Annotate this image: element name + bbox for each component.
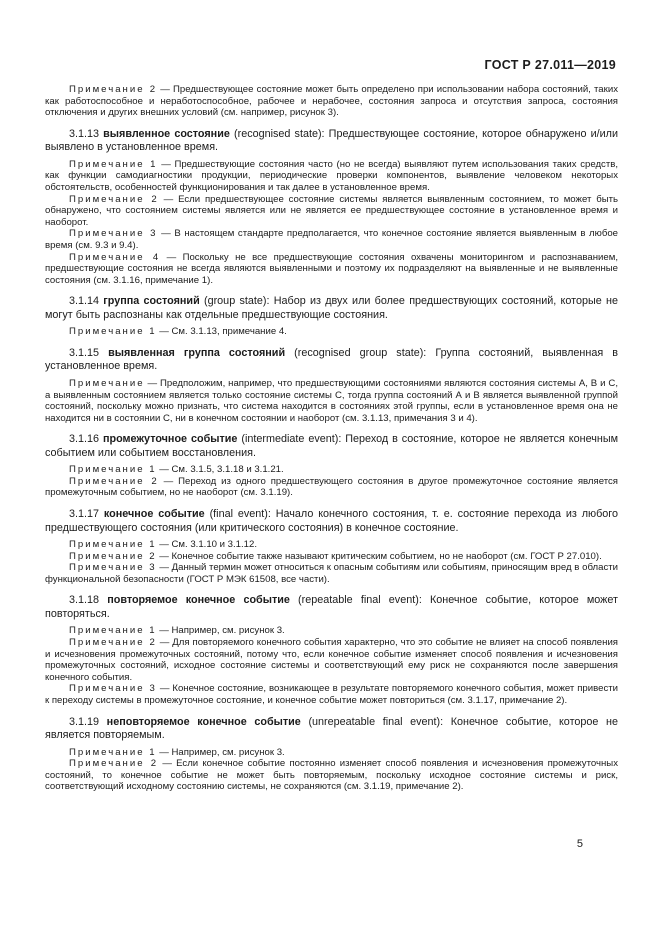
definition-3-1-18	[45, 594, 618, 621]
note-paragraph	[45, 464, 618, 476]
clause-number: 3.1.18	[69, 594, 100, 607]
note-paragraph	[45, 159, 618, 194]
note-label: Примечание 2	[69, 475, 159, 487]
clause-number: 3.1.14	[69, 295, 100, 308]
note-paragraph	[45, 228, 618, 251]
note-label: Примечание 1	[69, 746, 157, 758]
page-number: 5	[576, 838, 583, 850]
note-label: Примечание 2	[69, 550, 157, 562]
note-text: — Предшествующее состояние может быть определено при использовании набора состояний, таких как работоспособное и неработоспособное, рабочее и нерабочее, состояния запроса и отсутствия запроса, состояния отключения и других внешних условий (см. например, рисунок 3).	[45, 84, 618, 119]
note-label: Примечание 2	[69, 84, 158, 95]
note-paragraph	[45, 476, 618, 499]
note-label: Примечание 2	[69, 193, 159, 205]
term-name: выявленная группа состояний	[108, 346, 286, 359]
definition-3-1-13	[45, 128, 618, 155]
note-text: — Предположим, например, что предшествующими состояниями являются состояния системы А, В и С, а выявленным состоянием является только состояние системы С, тогда группа состояний А и В является выявленной группой состояний, поскольку можно признать, что система находится в состояниях этой группы, если в установленное время она не находится ни в состоянии С, ни в конечном состоянии и наоборот (см. 3.1.13, примечания 3 и 4).	[45, 377, 619, 424]
note-label: Примечание 3	[69, 683, 157, 695]
definition-text: (group state): Набор из двух или более предшествующих состояний, которые не могут быть распознаны как отдельные предшествующие состояния.	[45, 295, 618, 321]
definition-text: (repeatable final event): Конечное событие, которое может повторяться.	[45, 594, 618, 620]
note-label: Примечание 4	[69, 251, 161, 263]
note-paragraph	[45, 194, 618, 229]
definition-3-1-19	[45, 716, 618, 743]
note-text: — Конечное состояние, возникающее в результате повторяемого конечного события, может привести к переходу системы в промежуточное состояние, и конечное событие может повториться (см. 3.1.17, примечание 2).	[45, 683, 619, 706]
note-paragraph	[45, 683, 618, 706]
note-paragraph	[45, 539, 618, 551]
note-paragraph	[45, 637, 618, 683]
definition-3-1-15	[45, 347, 618, 374]
note-text: — Например, см. рисунок 3.	[159, 625, 285, 637]
clause-number: 3.1.16	[69, 433, 100, 446]
definition-text: (recognised group state): Группа состояний, выявленная в установленное время.	[45, 346, 619, 373]
note-paragraph	[45, 551, 618, 563]
note-text: — Предшествующие состояния часто (но не всегда) выявляют путем использования таких средств, как функции самодиагностики продукции, периодические проверки компонентов, выявление человеком некоторых обстоятельств, особенностей функционирования и так далее в установленное время.	[45, 158, 619, 193]
note-text: — Переход из одного предшествующего состояния в другое промежуточное состояние является промежуточным событием, но не наоборот (см. 3.1.19).	[45, 475, 618, 499]
definition-3-1-16	[45, 433, 618, 460]
note-label: Примечание 2	[69, 758, 159, 770]
term-name: повторяемое конечное событие	[107, 594, 290, 607]
definition-text: (intermediate event): Переход в состояние, которое не является конечным событием или событием восстановления.	[45, 433, 619, 459]
note-label: Примечание 2	[69, 637, 157, 649]
note-text: — Конечное событие также называют критическим событием, но не наоборот (см. ГОСТ Р 27.010).	[159, 550, 602, 562]
clause-number: 3.1.19	[69, 715, 100, 728]
note-label: Примечание 1	[69, 625, 157, 637]
definition-3-1-14	[45, 295, 618, 322]
note-text: — Например, см. рисунок 3.	[159, 746, 285, 758]
document-body	[45, 84, 618, 793]
note-text: — Поскольку не все предшествующие состояния охвачены мониторингом и распознаванием, предшествующие состояния не всегда являются выявленными и поэтому их подразделяют на выявленные и не выявленные состояния (см. 3.1.16, примечание 1).	[45, 251, 619, 286]
term-name: выявленное состояние	[103, 127, 230, 140]
note-text: — Если предшествующее состояние системы является выявленным состоянием, то может быть обнаружено, что состоянием системы является или не является ее предшествующее состояние в установленное время и наоборот.	[45, 193, 619, 228]
definition-text: (final event): Начало конечного состояния, т. е. состояние перехода из любого предшествующего состояния (или критического состояния) в конечное состояние.	[45, 508, 619, 534]
term-name: конечное событие	[103, 508, 205, 521]
note-label: Примечание	[69, 377, 145, 389]
note-label: Примечание 1	[69, 326, 157, 338]
note-label: Примечание 1	[69, 158, 158, 170]
note-paragraph	[45, 625, 618, 637]
note-text: — В настоящем стандарте предполагается, что конечное состояние является выявленным в любое время (см. 9.3 и 9.4).	[45, 228, 618, 251]
definition-text: (recognised state): Предшествующее состояние, которое обнаружено и/или выявлено в установленное время.	[45, 127, 619, 154]
note-text: — Для повторяемого конечного события характерно, что это событие не влияет на способ появления и исчезновения промежуточных состояний, потому что, если конечное событие изменяет способ появления и исчезновения промежуточных состояний, исходное состояние системы и соответствующий ему риск не сохраняются после завершения конечного события.	[45, 637, 618, 683]
term-name: группа состояний	[103, 295, 200, 308]
note-label: Примечание 1	[69, 464, 157, 476]
term-name: неповторяемое конечное событие	[106, 715, 301, 728]
clause-number: 3.1.15	[69, 346, 100, 359]
note-paragraph	[45, 84, 618, 119]
note-text: — См. 3.1.5, 3.1.18 и 3.1.21.	[159, 464, 284, 476]
note-text: — См. 3.1.13, примечание 4.	[159, 326, 287, 338]
definition-text: (unrepeatable final event): Конечное событие, которое не является повторяемым.	[45, 715, 619, 742]
definition-3-1-17	[45, 508, 618, 535]
document-header: ГОСТ Р 27.011—2019	[484, 58, 616, 72]
note-paragraph	[45, 758, 618, 793]
note-paragraph	[45, 378, 618, 424]
note-text: — Данный термин может относиться к опасным событиям или событиям, приносящим вред в области функциональной безопасности (ГОСТ Р МЭК 61508, все части).	[45, 562, 619, 585]
note-label: Примечание 3	[69, 562, 157, 574]
note-paragraph	[45, 747, 618, 759]
note-label: Примечание 3	[69, 228, 158, 240]
clause-number: 3.1.13	[69, 127, 100, 140]
note-label: Примечание 1	[69, 539, 157, 551]
note-text: — Если конечное событие постоянно изменяет способ появления и исчезновения промежуточных состояний, то конечное событие не может быть повторяемым, поскольку исходное состояние системы и риск, соответствующий исходному состоянию системы, не сохраняются (см. 3.1.19, примечание 2).	[45, 758, 619, 793]
note-paragraph	[45, 562, 618, 585]
term-name: промежуточное событие	[102, 433, 238, 446]
note-paragraph	[45, 252, 618, 287]
note-paragraph	[45, 326, 618, 338]
note-text: — См. 3.1.10 и 3.1.12.	[159, 539, 258, 551]
clause-number: 3.1.17	[69, 508, 100, 521]
